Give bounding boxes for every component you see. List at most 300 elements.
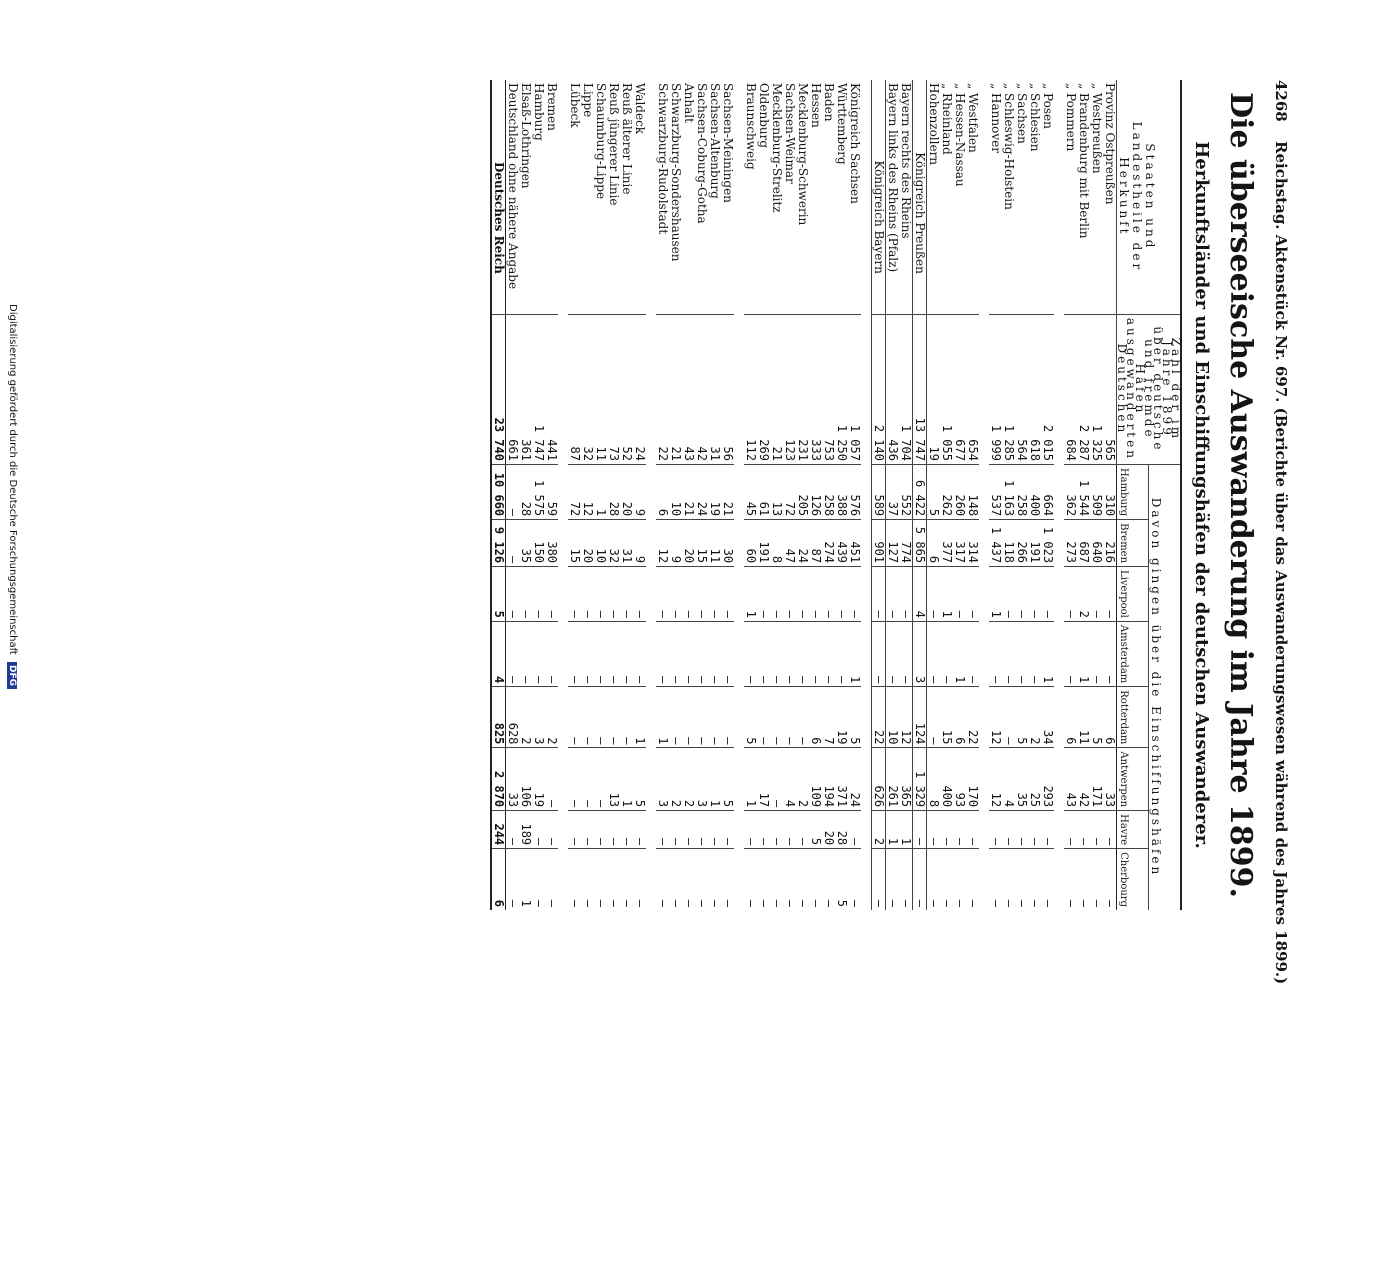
value-cell: — bbox=[783, 811, 796, 849]
row-label: Deutsches Reich bbox=[491, 80, 506, 314]
value-cell: 436 bbox=[886, 314, 900, 464]
value-cell: 589 bbox=[872, 464, 886, 519]
spacer-row bbox=[979, 80, 989, 910]
value-cell: 10 660 bbox=[491, 464, 506, 519]
value-cell: 72 bbox=[783, 464, 796, 519]
value-cell: 261 bbox=[886, 748, 900, 811]
table-row bbox=[1077, 80, 1090, 910]
value-cell: 20 bbox=[682, 520, 695, 567]
value-cell: — bbox=[620, 687, 633, 748]
value-cell: — bbox=[669, 811, 682, 849]
value-cell: 12 bbox=[581, 464, 594, 519]
spacer-row bbox=[558, 80, 568, 910]
value-cell: — bbox=[1041, 567, 1054, 622]
value-cell: — bbox=[633, 567, 646, 622]
table-row bbox=[940, 80, 953, 910]
value-cell: — bbox=[770, 621, 783, 686]
value-cell: — bbox=[966, 811, 979, 849]
value-cell: — bbox=[708, 621, 721, 686]
value-cell: — bbox=[506, 621, 520, 686]
value-cell: 31 bbox=[620, 520, 633, 567]
value-cell: — bbox=[783, 621, 796, 686]
table-row bbox=[545, 80, 558, 910]
digitization-credit bbox=[2, 304, 18, 1284]
value-cell: 618 bbox=[1028, 314, 1041, 464]
value-cell: 9 126 bbox=[491, 520, 506, 567]
value-cell: 310 bbox=[1103, 464, 1117, 519]
row-label: Lübeck bbox=[568, 83, 582, 128]
value-cell: — bbox=[913, 849, 927, 910]
value-cell: — bbox=[953, 567, 966, 622]
table-row bbox=[532, 80, 545, 910]
value-cell: — bbox=[757, 687, 770, 748]
row-label: „ Posen bbox=[1041, 83, 1055, 129]
value-cell: — bbox=[708, 687, 721, 748]
value-cell: 5 bbox=[633, 748, 646, 811]
table-row bbox=[682, 80, 695, 910]
value-cell: 93 bbox=[953, 748, 966, 811]
value-cell: 189 bbox=[519, 811, 532, 849]
value-cell: — bbox=[519, 621, 532, 686]
value-cell: — bbox=[966, 621, 979, 686]
value-cell: — bbox=[822, 849, 835, 910]
value-cell: 34 bbox=[1041, 687, 1054, 748]
value-cell: 774 bbox=[899, 520, 913, 567]
table-row bbox=[695, 80, 708, 910]
value-cell: 640 bbox=[1090, 520, 1103, 567]
value-cell: 17 bbox=[757, 748, 770, 811]
value-cell: 661 bbox=[506, 314, 520, 464]
value-cell: 12 bbox=[656, 520, 669, 567]
value-cell: 4 bbox=[491, 621, 506, 686]
value-cell: — bbox=[872, 567, 886, 622]
port-head-cherbourg: Cherbourg bbox=[1117, 849, 1149, 910]
value-cell: 2 287 bbox=[1077, 314, 1090, 464]
value-cell: 73 bbox=[607, 314, 620, 464]
table-row bbox=[989, 80, 1002, 910]
value-cell: 2 bbox=[519, 687, 532, 748]
value-cell: — bbox=[927, 567, 941, 622]
value-cell: — bbox=[1028, 811, 1041, 849]
value-cell: — bbox=[620, 621, 633, 686]
value-cell: 112 bbox=[744, 314, 757, 464]
row-label: „ Westfalen bbox=[966, 83, 980, 153]
table-row bbox=[1028, 80, 1041, 910]
value-cell: — bbox=[682, 849, 695, 910]
value-cell: 1 163 bbox=[1002, 464, 1015, 519]
spacer-row bbox=[1054, 80, 1064, 910]
value-cell: 30 bbox=[721, 520, 734, 567]
spacer-row bbox=[861, 80, 872, 910]
row-label: Mecklenburg-Schwerin bbox=[796, 83, 810, 226]
value-cell: 439 bbox=[835, 520, 848, 567]
value-cell: — bbox=[695, 567, 708, 622]
value-cell: 1 bbox=[940, 567, 953, 622]
row-label: Bayern links des Rheins (Pfalz) bbox=[886, 83, 900, 273]
value-cell: 4 bbox=[913, 567, 927, 622]
row-label: Hamburg bbox=[532, 83, 546, 141]
value-cell: 258 bbox=[822, 464, 835, 519]
value-cell: — bbox=[545, 811, 558, 849]
table-row bbox=[1002, 80, 1015, 910]
value-cell: 4 bbox=[1002, 748, 1015, 811]
value-cell: 293 bbox=[1041, 748, 1054, 811]
value-cell: 1 bbox=[989, 567, 1002, 622]
value-cell: 32 bbox=[607, 520, 620, 567]
value-cell: — bbox=[568, 811, 581, 849]
value-cell: — bbox=[1028, 621, 1041, 686]
value-cell: — bbox=[607, 567, 620, 622]
value-cell: 3 bbox=[532, 687, 545, 748]
value-cell: — bbox=[607, 621, 620, 686]
value-cell: 1 055 bbox=[940, 314, 953, 464]
value-cell: — bbox=[809, 849, 822, 910]
value-cell: — bbox=[1002, 811, 1015, 849]
value-cell: 537 bbox=[989, 464, 1002, 519]
value-cell: — bbox=[848, 811, 861, 849]
table-row bbox=[1064, 80, 1077, 910]
value-cell: 11 bbox=[708, 520, 721, 567]
value-cell: 28 bbox=[607, 464, 620, 519]
value-cell: 170 bbox=[966, 748, 979, 811]
table-row bbox=[607, 80, 620, 910]
value-cell: 901 bbox=[872, 520, 886, 567]
value-cell: 56 bbox=[721, 314, 734, 464]
value-cell: 5 bbox=[809, 811, 822, 849]
value-cell: 123 bbox=[783, 314, 796, 464]
value-cell: — bbox=[1041, 849, 1054, 910]
value-cell: — bbox=[545, 748, 558, 811]
row-label: Schwarzburg-Rudolstadt bbox=[656, 83, 670, 235]
dfg-logo: DFG bbox=[7, 662, 17, 689]
page-number: 4268 bbox=[1272, 80, 1290, 122]
row-label: Bremen bbox=[545, 83, 559, 131]
value-cell: — bbox=[545, 567, 558, 622]
value-cell: 274 bbox=[822, 520, 835, 567]
value-cell: 150 bbox=[532, 520, 545, 567]
value-cell: 3 bbox=[695, 748, 708, 811]
value-cell: 22 bbox=[872, 687, 886, 748]
value-cell: — bbox=[757, 567, 770, 622]
value-cell: 1 bbox=[744, 567, 757, 622]
spacer-row bbox=[646, 80, 656, 910]
port-head-bremen: Bremen bbox=[1117, 520, 1149, 567]
value-cell: — bbox=[899, 849, 913, 910]
value-cell: 314 bbox=[966, 520, 979, 567]
value-cell: — bbox=[633, 811, 646, 849]
value-cell: — bbox=[682, 621, 695, 686]
value-cell: 148 bbox=[966, 464, 979, 519]
value-cell: 1 057 bbox=[848, 314, 861, 464]
value-cell: — bbox=[532, 849, 545, 910]
row-label: Hessen bbox=[809, 83, 823, 128]
value-cell: — bbox=[796, 567, 809, 622]
value-cell: 654 bbox=[966, 314, 979, 464]
value-cell: — bbox=[1090, 811, 1103, 849]
value-cell: — bbox=[1090, 567, 1103, 622]
table-row bbox=[669, 80, 682, 910]
value-cell: 8 bbox=[927, 748, 941, 811]
value-cell: 22 bbox=[656, 314, 669, 464]
emigration-table bbox=[490, 80, 1182, 910]
value-cell: — bbox=[669, 567, 682, 622]
value-cell: 626 bbox=[872, 748, 886, 811]
value-cell: 191 bbox=[757, 520, 770, 567]
value-cell: 25 bbox=[1028, 748, 1041, 811]
row-label: Deutschland ohne nähere Angabe bbox=[506, 83, 520, 290]
value-cell: 24 bbox=[695, 464, 708, 519]
value-cell: 677 bbox=[953, 314, 966, 464]
value-cell: — bbox=[568, 621, 581, 686]
value-cell: — bbox=[1041, 811, 1054, 849]
value-cell: 20 bbox=[822, 811, 835, 849]
value-cell: — bbox=[506, 464, 520, 519]
value-cell: 5 bbox=[721, 748, 734, 811]
row-label: Provinz Ostpreußen bbox=[1103, 83, 1117, 205]
value-cell: — bbox=[581, 687, 594, 748]
table-row bbox=[783, 80, 796, 910]
table-row bbox=[519, 80, 532, 910]
row-label: Sachsen-Meiningen bbox=[721, 83, 735, 203]
value-cell: 1 747 bbox=[532, 314, 545, 464]
value-cell: 61 bbox=[757, 464, 770, 519]
value-cell: 1 bbox=[1077, 621, 1090, 686]
value-cell: — bbox=[581, 849, 594, 910]
value-cell: 5 bbox=[848, 687, 861, 748]
value-cell: 5 bbox=[1015, 687, 1028, 748]
value-cell: 244 bbox=[491, 811, 506, 849]
page-title: Die überseeische Auswanderung im Jahre 1899. bbox=[1223, 92, 1258, 898]
value-cell: 1 bbox=[1041, 621, 1054, 686]
value-cell: — bbox=[770, 687, 783, 748]
value-cell: 9 bbox=[669, 520, 682, 567]
value-cell: — bbox=[872, 621, 886, 686]
page-subtitle: Herkunftsländer und Einschiffungshäfen der deutschen Auswanderer. bbox=[1191, 141, 1212, 849]
value-cell: — bbox=[695, 811, 708, 849]
table-row bbox=[809, 80, 822, 910]
group-head-ports: Davon gingen über die Einschiffungshäfen bbox=[1148, 464, 1181, 910]
value-cell: 552 bbox=[899, 464, 913, 519]
value-cell: — bbox=[532, 811, 545, 849]
value-cell: — bbox=[1002, 687, 1015, 748]
value-cell: 127 bbox=[886, 520, 900, 567]
row-label: Waldeck bbox=[633, 83, 647, 135]
table-body bbox=[491, 80, 1117, 910]
value-cell: 260 bbox=[953, 464, 966, 519]
table-row bbox=[708, 80, 721, 910]
value-cell: 21 bbox=[682, 464, 695, 519]
value-cell: — bbox=[899, 567, 913, 622]
value-cell: — bbox=[1002, 567, 1015, 622]
value-cell: 1 250 bbox=[835, 314, 848, 464]
value-cell: — bbox=[940, 849, 953, 910]
value-cell: — bbox=[607, 849, 620, 910]
value-cell: — bbox=[721, 811, 734, 849]
value-cell: — bbox=[1002, 621, 1015, 686]
value-cell: — bbox=[1064, 849, 1077, 910]
value-cell: 19 bbox=[532, 748, 545, 811]
value-cell: 1 704 bbox=[899, 314, 913, 464]
value-cell: 5 865 bbox=[913, 520, 927, 567]
value-cell: — bbox=[568, 687, 581, 748]
value-cell: 6 bbox=[1064, 687, 1077, 748]
value-cell: 388 bbox=[835, 464, 848, 519]
value-cell: 1 bbox=[848, 621, 861, 686]
value-cell: — bbox=[783, 687, 796, 748]
value-cell: — bbox=[695, 849, 708, 910]
value-cell: — bbox=[607, 687, 620, 748]
value-cell: 20 bbox=[620, 464, 633, 519]
value-cell: 753 bbox=[822, 314, 835, 464]
value-cell: — bbox=[607, 811, 620, 849]
value-cell: — bbox=[1015, 621, 1028, 686]
row-label: Reuß älterer Linie bbox=[620, 83, 634, 195]
value-cell: 509 bbox=[1090, 464, 1103, 519]
value-cell: 1 285 bbox=[1002, 314, 1015, 464]
value-cell: — bbox=[1090, 849, 1103, 910]
row-label: Württemberg bbox=[835, 83, 849, 165]
subtotal-row bbox=[913, 80, 927, 910]
value-cell: — bbox=[581, 811, 594, 849]
value-cell: 52 bbox=[620, 314, 633, 464]
value-cell: 6 bbox=[927, 520, 941, 567]
row-label: „ Sachsen bbox=[1015, 83, 1029, 144]
value-cell: 126 bbox=[809, 464, 822, 519]
row-label: „ Pommern bbox=[1064, 83, 1078, 152]
value-cell: — bbox=[594, 621, 607, 686]
value-cell: 15 bbox=[695, 520, 708, 567]
spacer-cell bbox=[861, 80, 872, 910]
value-cell: — bbox=[886, 621, 900, 686]
value-cell: 1 bbox=[744, 748, 757, 811]
value-cell: — bbox=[927, 849, 941, 910]
row-label: Königreich Bayern bbox=[872, 80, 886, 314]
value-cell: 22 bbox=[966, 687, 979, 748]
value-cell: 12 bbox=[899, 687, 913, 748]
value-cell: — bbox=[519, 567, 532, 622]
value-cell: 6 bbox=[953, 687, 966, 748]
value-cell: 1 325 bbox=[1090, 314, 1103, 464]
value-cell: 365 bbox=[899, 748, 913, 811]
value-cell: 118 bbox=[1002, 520, 1015, 567]
port-head-rotterdam: Rotterdam bbox=[1117, 687, 1149, 748]
row-label: Königreich Sachsen bbox=[848, 83, 862, 204]
value-cell: 216 bbox=[1103, 520, 1117, 567]
value-cell: — bbox=[757, 621, 770, 686]
table-row bbox=[594, 80, 607, 910]
value-cell: — bbox=[966, 567, 979, 622]
table-row bbox=[899, 80, 913, 910]
value-cell: 1 544 bbox=[1077, 464, 1090, 519]
value-cell: — bbox=[1028, 567, 1041, 622]
row-label: Braunschweig bbox=[744, 83, 758, 170]
value-cell: — bbox=[953, 849, 966, 910]
table-row bbox=[927, 80, 941, 910]
value-cell: — bbox=[809, 567, 822, 622]
value-cell: 124 bbox=[913, 687, 927, 748]
value-cell: 47 bbox=[783, 520, 796, 567]
spacer-cell bbox=[646, 80, 656, 910]
value-cell: — bbox=[886, 567, 900, 622]
value-cell: 664 bbox=[1041, 464, 1054, 519]
value-cell: 6 bbox=[656, 464, 669, 519]
table-row bbox=[953, 80, 966, 910]
row-label: Mecklenburg-Strelitz bbox=[770, 83, 784, 213]
value-cell: 9 bbox=[633, 464, 646, 519]
value-cell: 24 bbox=[848, 748, 861, 811]
value-cell: 6 bbox=[809, 687, 822, 748]
port-head-hamburg: Hamburg bbox=[1117, 464, 1149, 519]
value-cell: — bbox=[744, 621, 757, 686]
value-cell: — bbox=[1103, 849, 1117, 910]
row-label: „ Schlesien bbox=[1028, 83, 1042, 152]
value-cell: 2 bbox=[1077, 567, 1090, 622]
table-row bbox=[796, 80, 809, 910]
row-label: Schwarzburg-Sondershausen bbox=[669, 83, 683, 262]
table-row bbox=[744, 80, 757, 910]
value-cell: 5 bbox=[835, 849, 848, 910]
value-cell: — bbox=[783, 567, 796, 622]
col-head-total: Zahl der im Jahre 1899 über deutsche und fremde Häfen ausgewanderten Deutschen bbox=[1117, 314, 1182, 464]
table-row bbox=[966, 80, 979, 910]
row-label: „ Hannover bbox=[989, 83, 1003, 153]
spacer-cell bbox=[558, 80, 568, 910]
table-row bbox=[822, 80, 835, 910]
value-cell: — bbox=[940, 621, 953, 686]
value-cell: — bbox=[656, 811, 669, 849]
value-cell: — bbox=[708, 811, 721, 849]
table-row bbox=[1090, 80, 1103, 910]
port-head-amsterdam: Amsterdam bbox=[1117, 621, 1149, 686]
value-cell: — bbox=[927, 621, 941, 686]
value-cell: 2 bbox=[1028, 687, 1041, 748]
value-cell: — bbox=[581, 567, 594, 622]
value-cell: — bbox=[1103, 811, 1117, 849]
value-cell: 10 bbox=[669, 464, 682, 519]
value-cell: 28 bbox=[835, 811, 848, 849]
value-cell: 1 bbox=[656, 687, 669, 748]
value-cell: — bbox=[1077, 811, 1090, 849]
value-cell: — bbox=[656, 621, 669, 686]
row-label: Reuß jüngerer Linie bbox=[607, 83, 621, 206]
value-cell: — bbox=[594, 748, 607, 811]
value-cell: 451 bbox=[848, 520, 861, 567]
value-cell: 400 bbox=[1028, 464, 1041, 519]
value-cell: 6 bbox=[1103, 687, 1117, 748]
value-cell: — bbox=[1077, 849, 1090, 910]
value-cell: — bbox=[848, 849, 861, 910]
value-cell: 5 bbox=[744, 687, 757, 748]
value-cell: 377 bbox=[940, 520, 953, 567]
value-cell: — bbox=[545, 849, 558, 910]
value-cell: — bbox=[886, 849, 900, 910]
table-row bbox=[848, 80, 861, 910]
value-cell: 33 bbox=[506, 748, 520, 811]
value-cell: — bbox=[989, 621, 1002, 686]
value-cell: 1 bbox=[633, 687, 646, 748]
value-cell: — bbox=[695, 687, 708, 748]
value-cell: 31 bbox=[708, 314, 721, 464]
value-cell: 15 bbox=[940, 687, 953, 748]
value-cell: — bbox=[1103, 621, 1117, 686]
row-label: Sachsen-Weimar bbox=[783, 83, 797, 184]
row-label: Anhalt bbox=[682, 83, 696, 123]
value-cell: 684 bbox=[1064, 314, 1077, 464]
value-cell: 2 140 bbox=[872, 314, 886, 464]
value-cell: — bbox=[581, 621, 594, 686]
value-cell: — bbox=[532, 621, 545, 686]
value-cell: 11 bbox=[1077, 687, 1090, 748]
